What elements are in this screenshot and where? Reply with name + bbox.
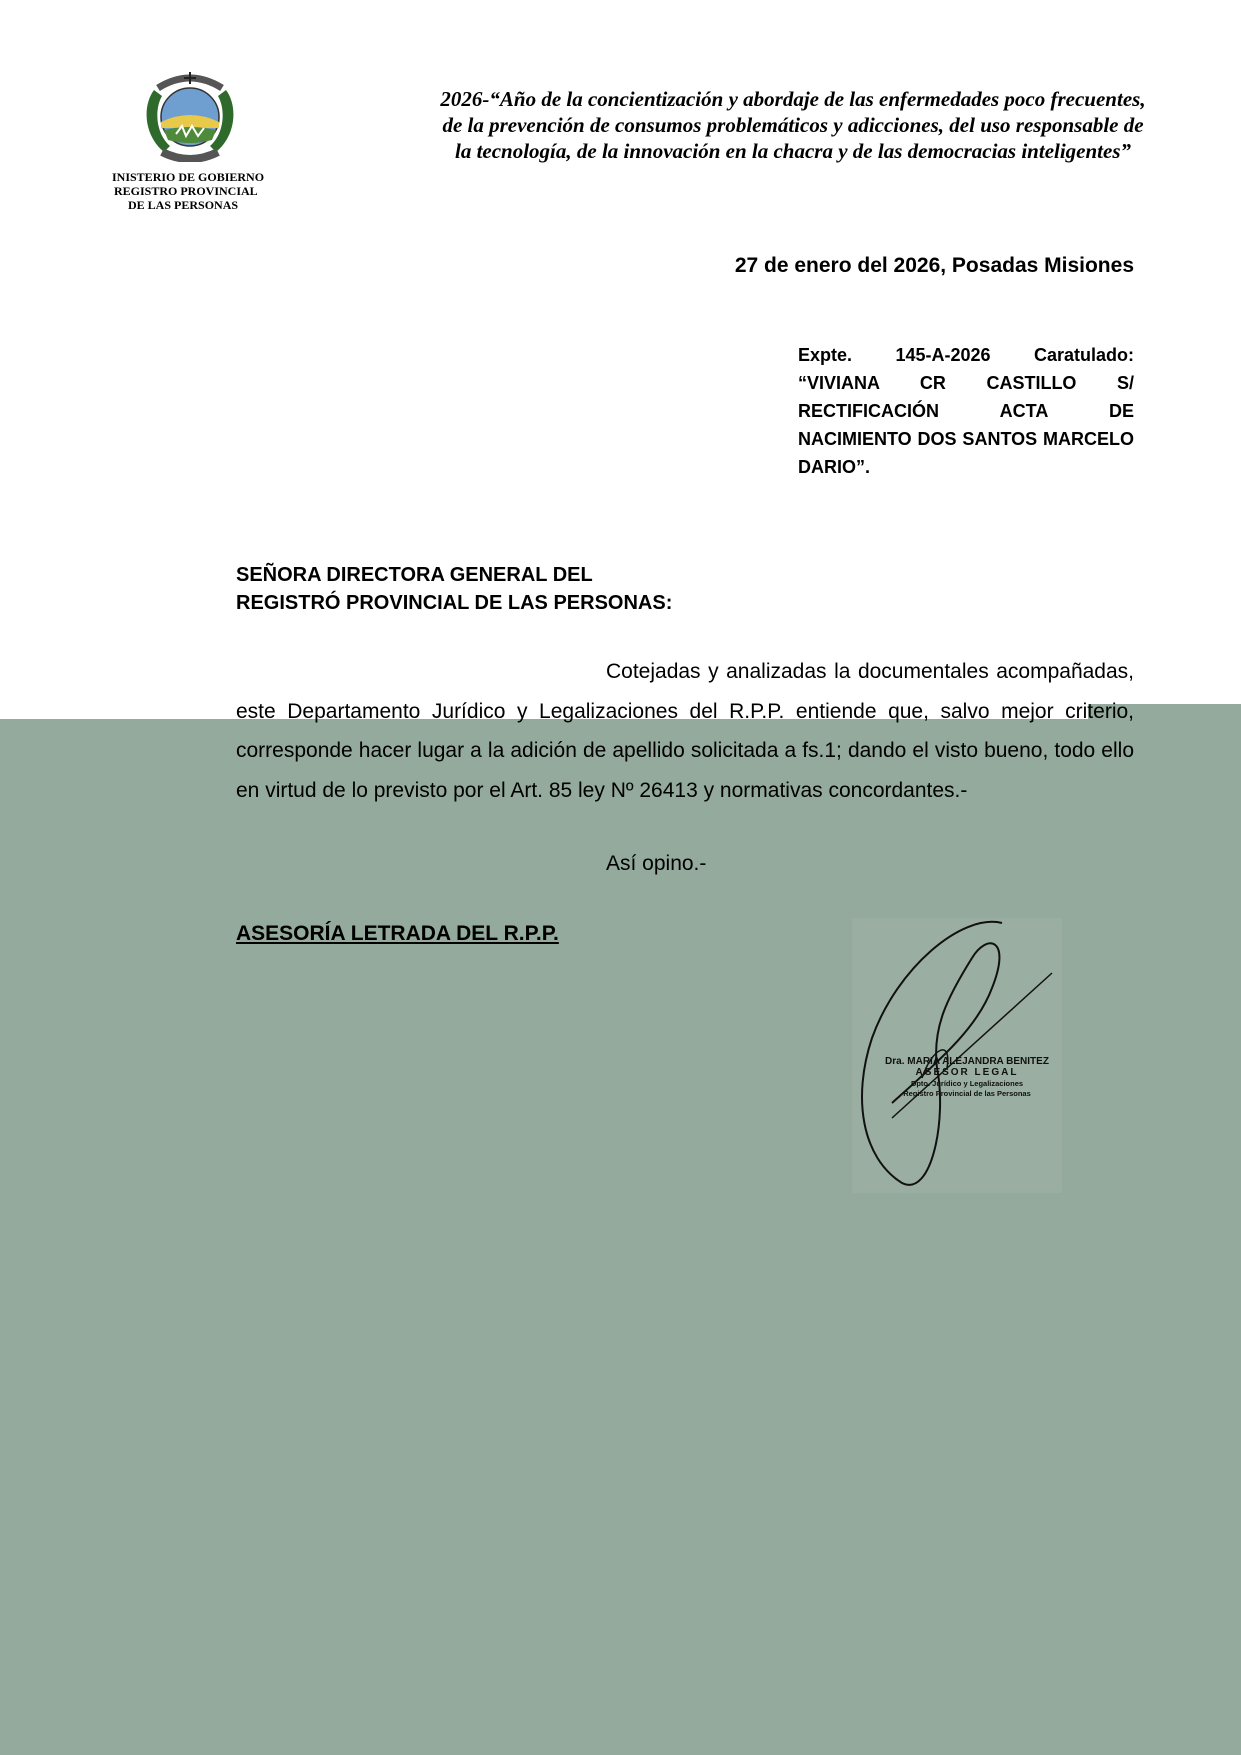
addressee-line: REGISTRÓ PROVINCIAL DE LAS PERSONAS:	[236, 592, 673, 614]
svg-text:Registro Provincial de las Per: Registro Provincial de las Personas	[903, 1089, 1031, 1098]
signatory-office: ASESORÍA LETRADA DEL R.P.P.	[236, 922, 559, 945]
motto-line: 2026-“Año de la concientización y abordaje de las enfermedades poco frecuentes,	[440, 87, 1146, 111]
ministry-line: INISTERIO DE GOBIERNO	[112, 170, 265, 184]
provincia-de-misiones-seal-icon	[140, 70, 240, 162]
date-line: 27 de enero del 2026, Posadas Misiones	[734, 254, 1134, 277]
case-reference: Expte. 145-A-2026 Caratulado: “VIVIANA CR CASTILLO S/ RECTIFICACIÓN ACTA DE NACIMIENTO DOS SANTOS MARCELO DARIO”.	[798, 345, 1134, 477]
handwritten-signature-icon	[852, 918, 1062, 1193]
motto-line: de la prevención de consumos problemáticos y adicciones, del uso responsable de	[442, 113, 1144, 137]
ministry-heading	[112, 170, 302, 212]
closing-line: Así opino.-	[606, 852, 707, 875]
ministry-line: REGISTRO PROVINCIAL	[114, 184, 258, 198]
svg-text:Dra. MARIA ALEJANDRA BENITEZ: Dra. MARIA ALEJANDRA BENITEZ	[885, 1056, 1049, 1067]
svg-text:ASESOR LEGAL: ASESOR LEGAL	[915, 1067, 1019, 1078]
svg-text:Dpto. Jurídico y Legalizacione: Dpto. Jurídico y Legalizaciones	[910, 1079, 1024, 1088]
addressee	[236, 561, 836, 617]
ministry-line: DE LAS PERSONAS	[128, 198, 239, 212]
opinion-body: Cotejadas y analizadas la documentales acompañadas, este Departamento Jurídico y Legalizaciones del R.P.P. entiende que, salvo mejor criterio, corresponde hacer lugar a la adición de apellido solicitada a fs.1; dando el visto bueno, todo ello en virtud de lo previsto por el Art. 85 ley Nº 26413 y normativas concordantes.-	[236, 660, 1134, 802]
addressee-line: SEÑORA DIRECTORA GENERAL DEL	[236, 564, 593, 586]
year-motto	[398, 86, 1188, 164]
motto-line: la tecnología, de la innovación en la chacra y de las democracias inteligentes”	[454, 139, 1132, 163]
